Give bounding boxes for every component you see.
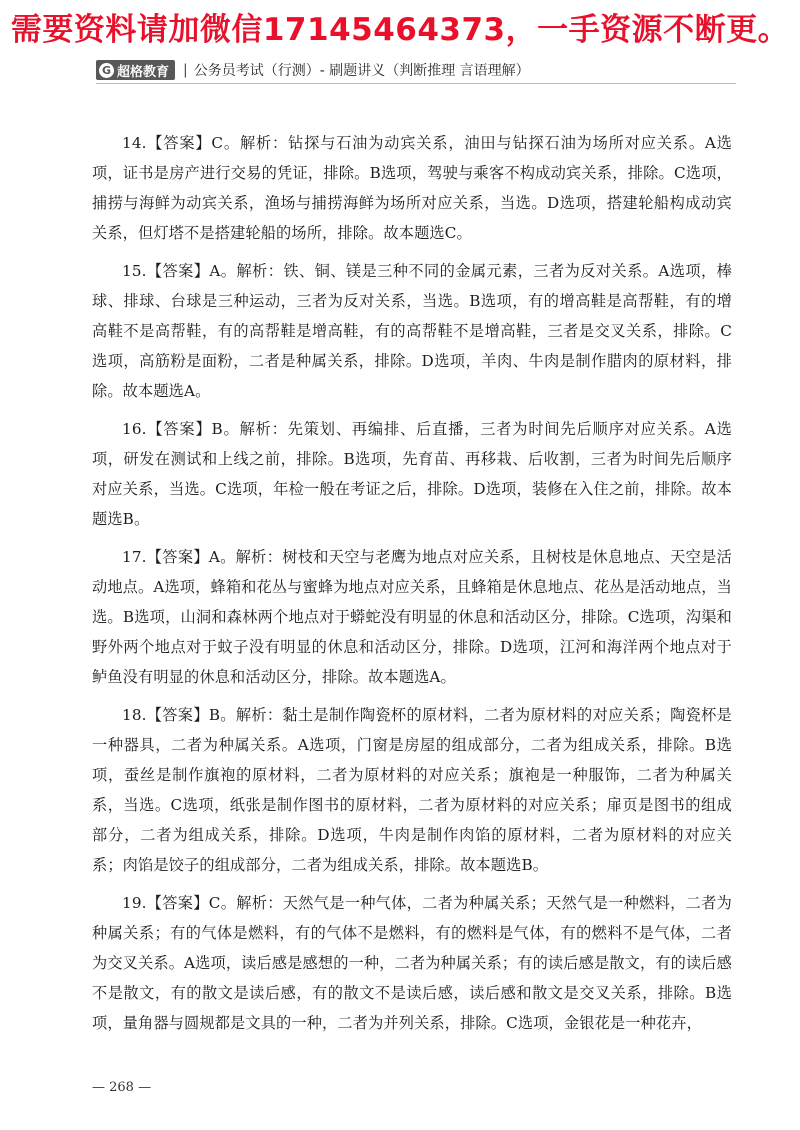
explanation-text: 解析：铁、铜、镁是三种不同的金属元素，三者为反对关系。A选项，棒球、排球、台球是三种运动，三者为反对关系，当选。B选项，有的增高鞋是高帮鞋，有的增高鞋不是高帮鞋，有的高帮鞋是增高鞋，有的高帮鞋不是增高鞋，三者是交叉关系，排除。C选项，高筋粉是面粉，二者是种属关系，排除。D选项，羊肉、牛肉是制作腊肉的原材料，排除。故本题选A。	[92, 262, 732, 400]
question-number: 16.	[122, 420, 147, 438]
explanation-text: 解析：黏土是制作陶瓷杯的原材料，二者为原材料的对应关系；陶瓷杯是一种器具，二者为种属关系。A选项，门窗是房屋的组成部分，二者为组成关系，排除。B选项，蚕丝是制作旗袍的原材料，二者为原材料的对应关系；旗袍是一种服饰，二者为种属关系，当选。C选项，纸张是制作图书的原材料，二者为原材料的对应关系；扉页是图书的组成部分，二者为组成关系，排除。D选项，牛肉是制作肉馅的原材料，二者为原材料的对应关系；肉馅是饺子的组成部分，二者为组成关系，排除。故本题选B。	[92, 706, 732, 874]
question-number: 18.	[122, 706, 147, 724]
promo-banner: 需要资料请加微信17145464373，一手资源不断更。	[10, 12, 790, 48]
explanation-text: 解析：先策划、再编排、后直播，三者为时间先后顺序对应关系。A选项，研发在测试和上线之前，排除。B选项，先育苗、再移栽、后收割，三者为时间先后顺序对应关系，当选。C选项，年检一般在考证之后，排除。D选项，装修在入住之前，排除。故本题选B。	[92, 420, 733, 528]
explanation-text: 解析：天然气是一种气体，二者为种属关系；天然气是一种燃料，二者为种属关系；有的气体是燃料，有的气体不是燃料，有的燃料是气体，有的燃料不是气体，二者为交叉关系。A选项，读后感是感想的一种，二者为种属关系；有的读后感是散文，有的读后感不是散文，有的散文是读后感，有的散文不是读后感，读后感和散文是交叉关系，排除。B选项，量角器与圆规都是文具的一种，二者为并列关系，排除。C选项，金银花是一种花卉，	[92, 894, 732, 1032]
answer-label: 【答案】C。	[146, 894, 237, 912]
answer-item-14	[92, 128, 732, 248]
question-number: 14.	[122, 134, 147, 152]
answer-label: 【答案】C。	[146, 134, 240, 152]
explanation-text: 解析：钻探与石油为动宾关系，油田与钻探石油为场所对应关系。A选项，证书是房产进行交易的凭证，排除。B选项，驾驶与乘客不构成动宾关系，排除。C选项，捕捞与海鲜为动宾关系，渔场与捕捞海鲜为场所对应关系，当选。D选项，搭建轮船构成动宾关系，但灯塔不是搭建轮船的场所，排除。故本题选C。	[92, 134, 732, 242]
logo-text: 超格教育	[117, 64, 170, 80]
publisher-logo	[96, 60, 175, 80]
header-separator: |	[183, 62, 188, 78]
answer-label: 【答案】A。	[146, 548, 236, 566]
answer-label: 【答案】B。	[146, 706, 236, 724]
answer-label: 【答案】A。	[146, 262, 237, 280]
question-number: 17.	[122, 548, 147, 566]
answer-item-16	[92, 414, 732, 534]
question-number: 15.	[122, 262, 147, 280]
answer-item-17	[92, 542, 732, 692]
answer-item-19	[92, 888, 732, 1038]
question-number: 19.	[122, 894, 147, 912]
logo-g-icon: G	[99, 63, 114, 78]
answer-explanations	[92, 128, 732, 1046]
page-header	[96, 57, 736, 84]
explanation-text: 解析：树枝和天空与老鹰为地点对应关系，且树枝是休息地点、天空是活动地点。A选项，蜂箱和花丛与蜜蜂为地点对应关系，且蜂箱是休息地点、花丛是活动地点，当选。B选项，山洞和森林两个地点对于蟒蛇没有明显的休息和活动区分，排除。C选项，沟渠和野外两个地点对于蚊子没有明显的休息和活动区分，排除。D选项，江河和海洋两个地点对于鲈鱼没有明显的休息和活动区分，排除。故本题选A。	[92, 548, 732, 686]
answer-item-15	[92, 256, 732, 406]
answer-label: 【答案】B。	[146, 420, 240, 438]
page-number: — 268 —	[92, 1080, 152, 1095]
header-title: 公务员考试（行测）- 刷题讲义（判断推理 言语理解）	[193, 63, 530, 79]
answer-item-18	[92, 700, 732, 880]
